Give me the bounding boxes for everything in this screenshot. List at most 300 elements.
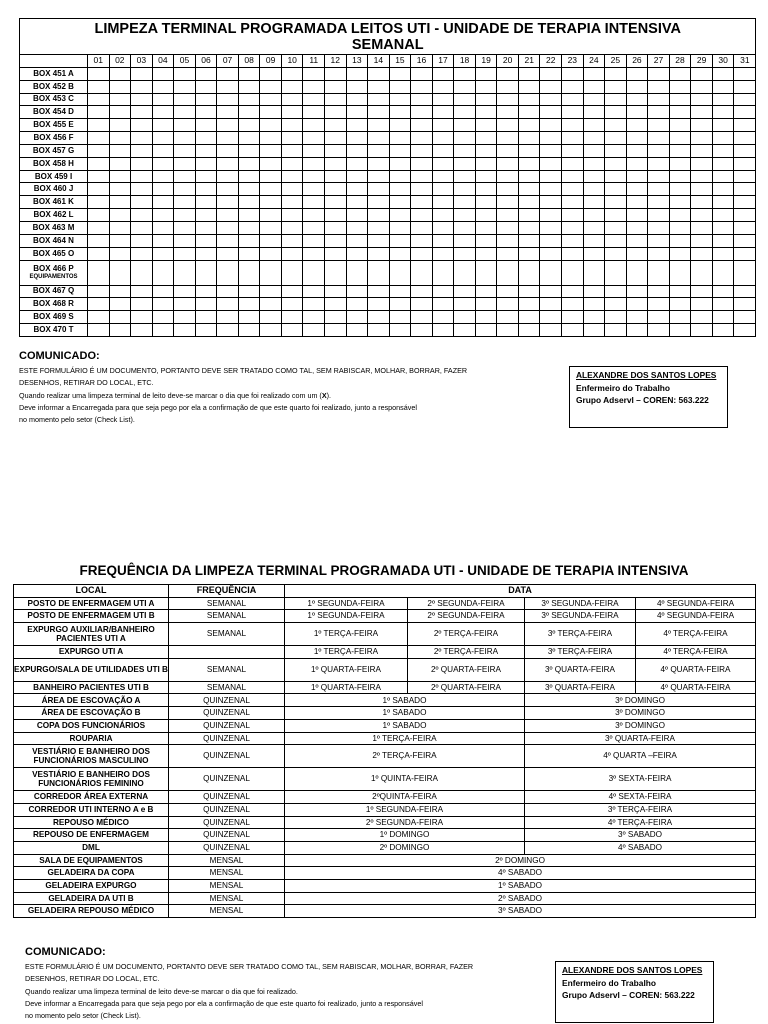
day-cell[interactable] (368, 170, 390, 183)
day-cell[interactable] (734, 260, 756, 285)
day-cell[interactable] (734, 93, 756, 106)
day-cell[interactable] (605, 298, 627, 311)
day-cell[interactable] (131, 234, 153, 247)
day-cell[interactable] (152, 311, 174, 324)
day-cell[interactable] (325, 324, 347, 337)
day-cell[interactable] (540, 298, 562, 311)
day-cell[interactable] (238, 247, 260, 260)
day-cell[interactable] (174, 80, 196, 93)
day-cell[interactable] (518, 93, 540, 106)
day-cell[interactable] (605, 170, 627, 183)
day-cell[interactable] (432, 80, 454, 93)
day-cell[interactable] (152, 132, 174, 145)
day-cell[interactable] (432, 234, 454, 247)
day-cell[interactable] (497, 298, 519, 311)
day-cell[interactable] (174, 144, 196, 157)
day-cell[interactable] (238, 183, 260, 196)
day-cell[interactable] (389, 311, 411, 324)
day-cell[interactable] (648, 196, 670, 209)
day-cell[interactable] (217, 221, 239, 234)
day-cell[interactable] (389, 209, 411, 222)
day-cell[interactable] (454, 311, 476, 324)
day-cell[interactable] (605, 196, 627, 209)
day-cell[interactable] (131, 221, 153, 234)
day-cell[interactable] (346, 260, 368, 285)
day-cell[interactable] (346, 234, 368, 247)
day-cell[interactable] (217, 234, 239, 247)
day-cell[interactable] (626, 209, 648, 222)
day-cell[interactable] (734, 324, 756, 337)
day-cell[interactable] (389, 234, 411, 247)
day-cell[interactable] (131, 119, 153, 132)
day-cell[interactable] (562, 80, 584, 93)
day-cell[interactable] (238, 209, 260, 222)
day-cell[interactable] (648, 221, 670, 234)
day-cell[interactable] (260, 183, 282, 196)
day-cell[interactable] (238, 119, 260, 132)
day-cell[interactable] (454, 221, 476, 234)
day-cell[interactable] (691, 311, 713, 324)
day-cell[interactable] (389, 157, 411, 170)
day-cell[interactable] (195, 157, 217, 170)
day-cell[interactable] (497, 183, 519, 196)
day-cell[interactable] (281, 285, 303, 298)
day-cell[interactable] (195, 324, 217, 337)
day-cell[interactable] (174, 119, 196, 132)
day-cell[interactable] (260, 144, 282, 157)
day-cell[interactable] (454, 234, 476, 247)
day-cell[interactable] (475, 311, 497, 324)
day-cell[interactable] (712, 196, 734, 209)
day-cell[interactable] (497, 260, 519, 285)
day-cell[interactable] (497, 324, 519, 337)
day-cell[interactable] (152, 183, 174, 196)
day-cell[interactable] (217, 80, 239, 93)
day-cell[interactable] (712, 285, 734, 298)
day-cell[interactable] (325, 80, 347, 93)
day-cell[interactable] (325, 144, 347, 157)
day-cell[interactable] (260, 260, 282, 285)
day-cell[interactable] (518, 119, 540, 132)
day-cell[interactable] (109, 260, 131, 285)
day-cell[interactable] (562, 170, 584, 183)
day-cell[interactable] (497, 106, 519, 119)
day-cell[interactable] (605, 67, 627, 80)
day-cell[interactable] (88, 324, 110, 337)
day-cell[interactable] (260, 285, 282, 298)
day-cell[interactable] (432, 247, 454, 260)
day-cell[interactable] (325, 93, 347, 106)
day-cell[interactable] (626, 196, 648, 209)
day-cell[interactable] (303, 324, 325, 337)
day-cell[interactable] (346, 324, 368, 337)
day-cell[interactable] (712, 234, 734, 247)
day-cell[interactable] (432, 311, 454, 324)
day-cell[interactable] (691, 132, 713, 145)
day-cell[interactable] (562, 298, 584, 311)
day-cell[interactable] (195, 311, 217, 324)
day-cell[interactable] (152, 209, 174, 222)
day-cell[interactable] (325, 285, 347, 298)
day-cell[interactable] (411, 221, 433, 234)
day-cell[interactable] (131, 209, 153, 222)
day-cell[interactable] (389, 119, 411, 132)
day-cell[interactable] (454, 67, 476, 80)
day-cell[interactable] (734, 311, 756, 324)
day-cell[interactable] (712, 80, 734, 93)
day-cell[interactable] (648, 144, 670, 157)
day-cell[interactable] (669, 132, 691, 145)
day-cell[interactable] (669, 183, 691, 196)
day-cell[interactable] (562, 324, 584, 337)
day-cell[interactable] (131, 298, 153, 311)
day-cell[interactable] (131, 144, 153, 157)
day-cell[interactable] (389, 324, 411, 337)
day-cell[interactable] (131, 132, 153, 145)
day-cell[interactable] (583, 260, 605, 285)
day-cell[interactable] (281, 67, 303, 80)
day-cell[interactable] (518, 67, 540, 80)
day-cell[interactable] (562, 67, 584, 80)
day-cell[interactable] (174, 221, 196, 234)
day-cell[interactable] (152, 285, 174, 298)
day-cell[interactable] (131, 170, 153, 183)
day-cell[interactable] (260, 93, 282, 106)
day-cell[interactable] (325, 119, 347, 132)
day-cell[interactable] (734, 209, 756, 222)
day-cell[interactable] (691, 67, 713, 80)
day-cell[interactable] (109, 132, 131, 145)
day-cell[interactable] (325, 157, 347, 170)
day-cell[interactable] (174, 106, 196, 119)
day-cell[interactable] (368, 298, 390, 311)
day-cell[interactable] (432, 132, 454, 145)
day-cell[interactable] (303, 157, 325, 170)
day-cell[interactable] (734, 144, 756, 157)
day-cell[interactable] (281, 170, 303, 183)
day-cell[interactable] (669, 285, 691, 298)
day-cell[interactable] (562, 221, 584, 234)
day-cell[interactable] (152, 234, 174, 247)
day-cell[interactable] (174, 298, 196, 311)
day-cell[interactable] (734, 170, 756, 183)
day-cell[interactable] (712, 311, 734, 324)
day-cell[interactable] (497, 157, 519, 170)
day-cell[interactable] (540, 183, 562, 196)
day-cell[interactable] (152, 260, 174, 285)
day-cell[interactable] (109, 183, 131, 196)
day-cell[interactable] (411, 234, 433, 247)
day-cell[interactable] (497, 285, 519, 298)
day-cell[interactable] (281, 247, 303, 260)
day-cell[interactable] (583, 324, 605, 337)
day-cell[interactable] (518, 247, 540, 260)
day-cell[interactable] (325, 221, 347, 234)
day-cell[interactable] (303, 144, 325, 157)
day-cell[interactable] (281, 196, 303, 209)
day-cell[interactable] (626, 119, 648, 132)
day-cell[interactable] (195, 183, 217, 196)
day-cell[interactable] (712, 106, 734, 119)
day-cell[interactable] (389, 221, 411, 234)
day-cell[interactable] (734, 157, 756, 170)
day-cell[interactable] (368, 183, 390, 196)
day-cell[interactable] (626, 157, 648, 170)
day-cell[interactable] (475, 196, 497, 209)
day-cell[interactable] (281, 106, 303, 119)
day-cell[interactable] (109, 196, 131, 209)
day-cell[interactable] (540, 119, 562, 132)
day-cell[interactable] (669, 209, 691, 222)
day-cell[interactable] (712, 260, 734, 285)
day-cell[interactable] (411, 170, 433, 183)
day-cell[interactable] (109, 157, 131, 170)
day-cell[interactable] (518, 132, 540, 145)
day-cell[interactable] (454, 285, 476, 298)
day-cell[interactable] (195, 234, 217, 247)
day-cell[interactable] (368, 93, 390, 106)
day-cell[interactable] (195, 144, 217, 157)
day-cell[interactable] (346, 80, 368, 93)
day-cell[interactable] (712, 67, 734, 80)
day-cell[interactable] (88, 196, 110, 209)
day-cell[interactable] (562, 234, 584, 247)
day-cell[interactable] (368, 132, 390, 145)
day-cell[interactable] (562, 106, 584, 119)
day-cell[interactable] (346, 183, 368, 196)
day-cell[interactable] (260, 80, 282, 93)
day-cell[interactable] (540, 80, 562, 93)
day-cell[interactable] (648, 260, 670, 285)
day-cell[interactable] (648, 247, 670, 260)
day-cell[interactable] (195, 170, 217, 183)
day-cell[interactable] (238, 157, 260, 170)
day-cell[interactable] (109, 93, 131, 106)
day-cell[interactable] (648, 119, 670, 132)
day-cell[interactable] (540, 234, 562, 247)
day-cell[interactable] (260, 119, 282, 132)
day-cell[interactable] (281, 209, 303, 222)
day-cell[interactable] (454, 324, 476, 337)
day-cell[interactable] (238, 285, 260, 298)
day-cell[interactable] (131, 260, 153, 285)
day-cell[interactable] (540, 132, 562, 145)
day-cell[interactable] (734, 80, 756, 93)
day-cell[interactable] (217, 209, 239, 222)
day-cell[interactable] (605, 144, 627, 157)
day-cell[interactable] (432, 119, 454, 132)
day-cell[interactable] (109, 324, 131, 337)
day-cell[interactable] (325, 247, 347, 260)
day-cell[interactable] (303, 247, 325, 260)
day-cell[interactable] (734, 285, 756, 298)
day-cell[interactable] (669, 234, 691, 247)
day-cell[interactable] (217, 285, 239, 298)
day-cell[interactable] (195, 119, 217, 132)
day-cell[interactable] (152, 80, 174, 93)
day-cell[interactable] (152, 157, 174, 170)
day-cell[interactable] (346, 132, 368, 145)
day-cell[interactable] (605, 324, 627, 337)
day-cell[interactable] (260, 209, 282, 222)
day-cell[interactable] (562, 311, 584, 324)
day-cell[interactable] (238, 80, 260, 93)
day-cell[interactable] (712, 119, 734, 132)
day-cell[interactable] (88, 285, 110, 298)
day-cell[interactable] (605, 221, 627, 234)
day-cell[interactable] (109, 106, 131, 119)
day-cell[interactable] (432, 221, 454, 234)
day-cell[interactable] (131, 93, 153, 106)
day-cell[interactable] (368, 80, 390, 93)
day-cell[interactable] (88, 260, 110, 285)
day-cell[interactable] (281, 144, 303, 157)
day-cell[interactable] (260, 234, 282, 247)
day-cell[interactable] (454, 209, 476, 222)
day-cell[interactable] (174, 67, 196, 80)
day-cell[interactable] (583, 209, 605, 222)
day-cell[interactable] (712, 132, 734, 145)
day-cell[interactable] (712, 144, 734, 157)
day-cell[interactable] (217, 260, 239, 285)
day-cell[interactable] (411, 119, 433, 132)
day-cell[interactable] (648, 183, 670, 196)
day-cell[interactable] (346, 209, 368, 222)
day-cell[interactable] (368, 234, 390, 247)
day-cell[interactable] (368, 196, 390, 209)
day-cell[interactable] (648, 93, 670, 106)
day-cell[interactable] (174, 285, 196, 298)
day-cell[interactable] (648, 311, 670, 324)
day-cell[interactable] (411, 106, 433, 119)
day-cell[interactable] (475, 234, 497, 247)
day-cell[interactable] (303, 209, 325, 222)
day-cell[interactable] (475, 285, 497, 298)
day-cell[interactable] (562, 119, 584, 132)
day-cell[interactable] (152, 93, 174, 106)
day-cell[interactable] (562, 196, 584, 209)
day-cell[interactable] (131, 196, 153, 209)
day-cell[interactable] (475, 324, 497, 337)
day-cell[interactable] (131, 106, 153, 119)
day-cell[interactable] (540, 311, 562, 324)
day-cell[interactable] (583, 221, 605, 234)
day-cell[interactable] (734, 119, 756, 132)
day-cell[interactable] (174, 260, 196, 285)
day-cell[interactable] (454, 260, 476, 285)
day-cell[interactable] (368, 221, 390, 234)
day-cell[interactable] (626, 170, 648, 183)
day-cell[interactable] (346, 311, 368, 324)
day-cell[interactable] (540, 157, 562, 170)
day-cell[interactable] (497, 209, 519, 222)
day-cell[interactable] (217, 157, 239, 170)
day-cell[interactable] (691, 80, 713, 93)
day-cell[interactable] (583, 106, 605, 119)
day-cell[interactable] (669, 67, 691, 80)
day-cell[interactable] (691, 260, 713, 285)
day-cell[interactable] (174, 209, 196, 222)
day-cell[interactable] (325, 183, 347, 196)
day-cell[interactable] (712, 183, 734, 196)
day-cell[interactable] (88, 119, 110, 132)
day-cell[interactable] (411, 196, 433, 209)
day-cell[interactable] (411, 132, 433, 145)
day-cell[interactable] (497, 93, 519, 106)
day-cell[interactable] (346, 170, 368, 183)
day-cell[interactable] (669, 157, 691, 170)
day-cell[interactable] (131, 80, 153, 93)
day-cell[interactable] (303, 196, 325, 209)
day-cell[interactable] (152, 324, 174, 337)
day-cell[interactable] (346, 196, 368, 209)
day-cell[interactable] (712, 221, 734, 234)
day-cell[interactable] (734, 132, 756, 145)
day-cell[interactable] (109, 119, 131, 132)
day-cell[interactable] (454, 183, 476, 196)
day-cell[interactable] (562, 247, 584, 260)
day-cell[interactable] (605, 234, 627, 247)
day-cell[interactable] (152, 170, 174, 183)
day-cell[interactable] (174, 93, 196, 106)
day-cell[interactable] (454, 93, 476, 106)
day-cell[interactable] (152, 196, 174, 209)
day-cell[interactable] (648, 106, 670, 119)
day-cell[interactable] (368, 285, 390, 298)
day-cell[interactable] (712, 324, 734, 337)
day-cell[interactable] (432, 285, 454, 298)
day-cell[interactable] (368, 67, 390, 80)
day-cell[interactable] (346, 144, 368, 157)
day-cell[interactable] (411, 298, 433, 311)
day-cell[interactable] (583, 119, 605, 132)
day-cell[interactable] (454, 119, 476, 132)
day-cell[interactable] (260, 132, 282, 145)
day-cell[interactable] (260, 67, 282, 80)
day-cell[interactable] (518, 144, 540, 157)
day-cell[interactable] (325, 106, 347, 119)
day-cell[interactable] (325, 209, 347, 222)
day-cell[interactable] (669, 247, 691, 260)
day-cell[interactable] (605, 209, 627, 222)
day-cell[interactable] (691, 247, 713, 260)
day-cell[interactable] (109, 234, 131, 247)
day-cell[interactable] (195, 209, 217, 222)
day-cell[interactable] (734, 234, 756, 247)
day-cell[interactable] (346, 67, 368, 80)
day-cell[interactable] (518, 209, 540, 222)
day-cell[interactable] (497, 221, 519, 234)
day-cell[interactable] (583, 157, 605, 170)
day-cell[interactable] (475, 144, 497, 157)
day-cell[interactable] (648, 170, 670, 183)
day-cell[interactable] (626, 93, 648, 106)
day-cell[interactable] (109, 209, 131, 222)
day-cell[interactable] (131, 67, 153, 80)
day-cell[interactable] (626, 183, 648, 196)
day-cell[interactable] (626, 67, 648, 80)
day-cell[interactable] (109, 67, 131, 80)
day-cell[interactable] (475, 298, 497, 311)
day-cell[interactable] (88, 93, 110, 106)
day-cell[interactable] (540, 196, 562, 209)
day-cell[interactable] (432, 196, 454, 209)
day-cell[interactable] (109, 170, 131, 183)
day-cell[interactable] (583, 183, 605, 196)
day-cell[interactable] (605, 119, 627, 132)
day-cell[interactable] (303, 170, 325, 183)
day-cell[interactable] (195, 298, 217, 311)
